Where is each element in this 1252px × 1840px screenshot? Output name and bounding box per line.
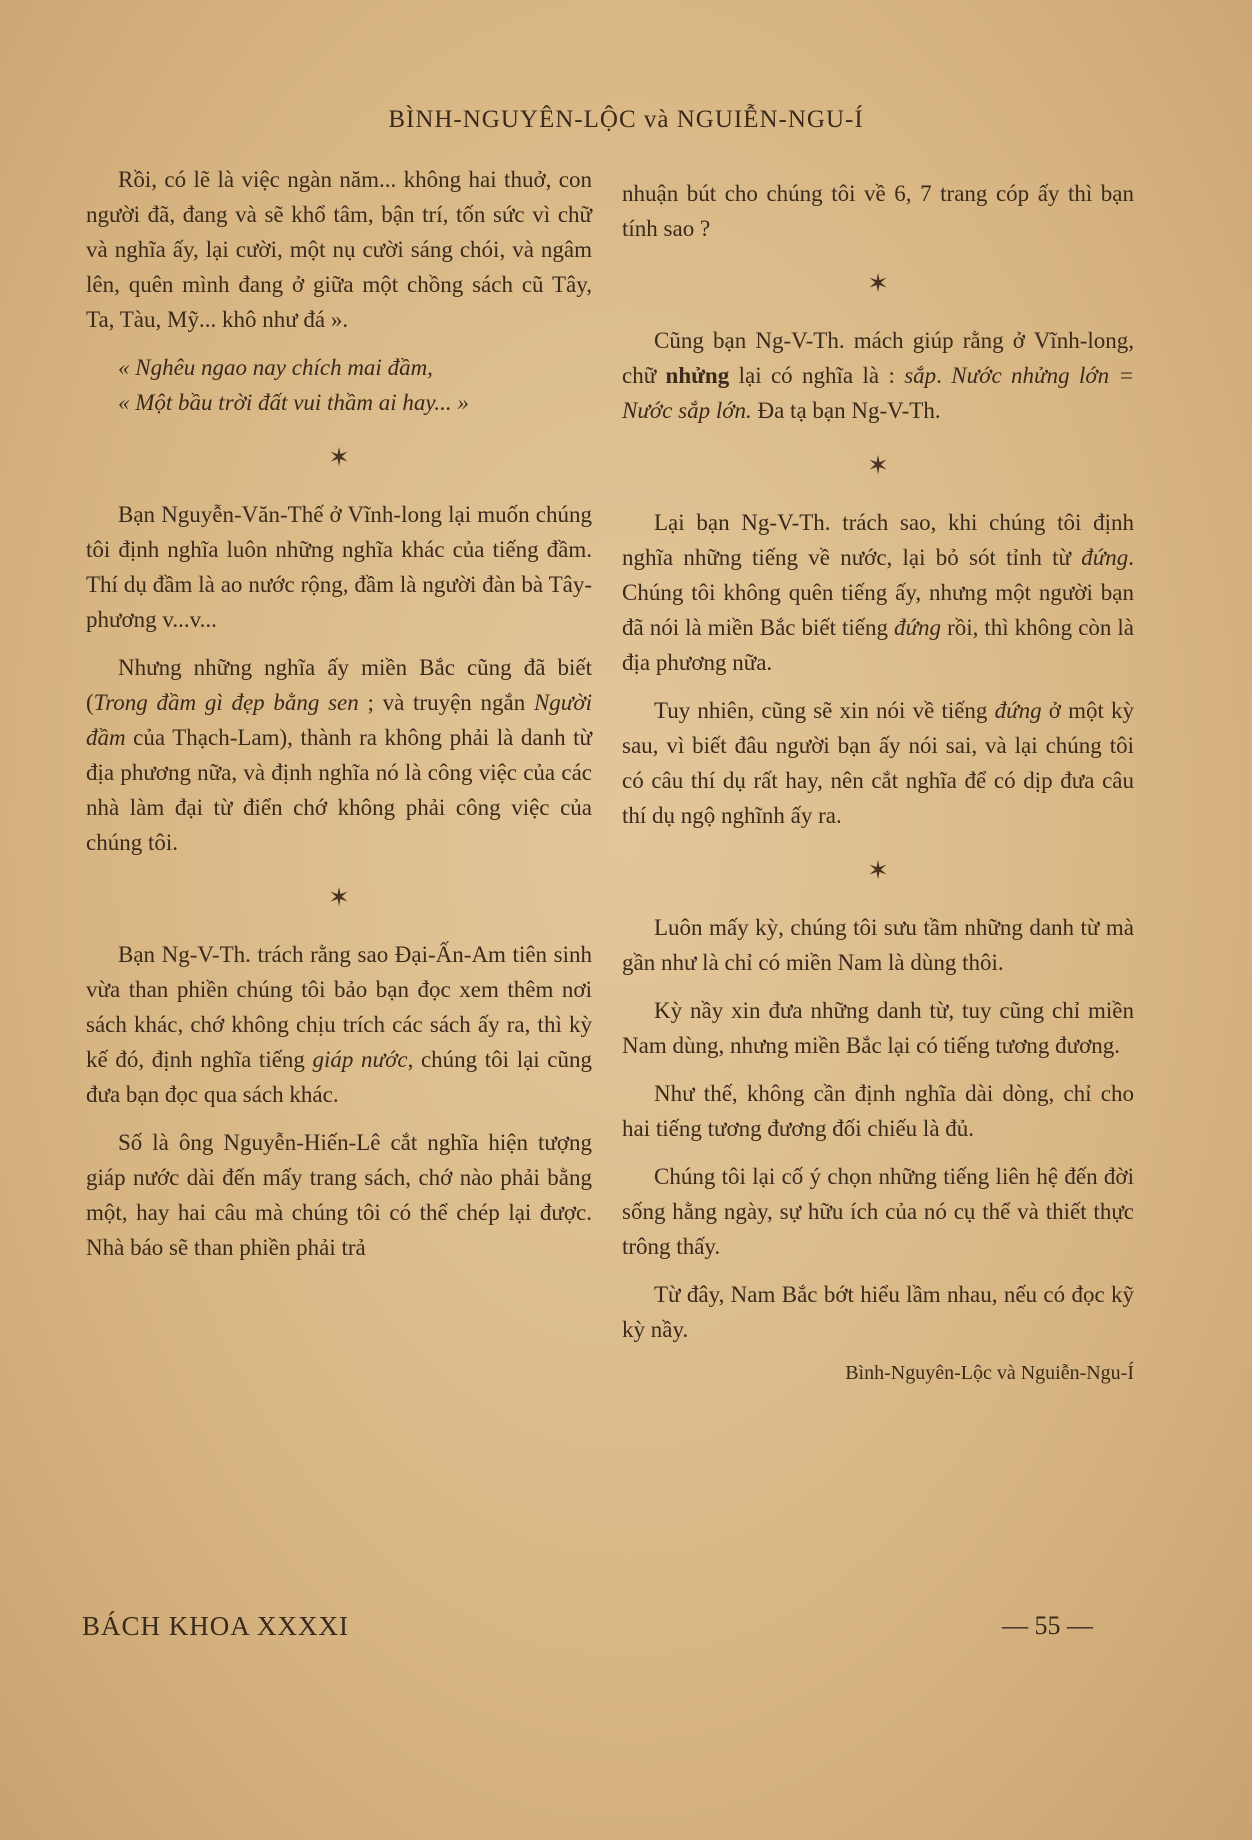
right-paragraph-6: Kỳ nầy xin đưa những danh từ, tuy cũng chỉ miền Nam dùng, nhưng miền Bắc lại có tiếng tương đương. [622,998,1134,1058]
left-paragraph-3: Nhưng những nghĩa ấy miền Bắc cũng đã biết (Trong đầm gì đẹp bằng sen ; và truyện ngắn Người đầm của Thạch-Lam), thành ra không phải là danh từ địa phương nữa, và định nghĩa nó là công việc của các nhà làm đại từ điển chớ không phải công việc của chúng tôi. [86,655,592,855]
right-paragraph-9: Từ đây, Nam Bắc bớt hiểu lầm nhau, nếu có đọc kỹ kỳ nầy. [622,1282,1134,1342]
author-signature: Bình-Nguyên-Lộc và Nguiễn-Ngu-Í [845,1362,1134,1384]
right-paragraph-4: Tuy nhiên, cũng sẽ xin nói về tiếng đứng ở một kỳ sau, vì biết đâu người bạn ấy nói sai, và lại chúng tôi có câu thí dụ rất hay, nên cắt nghĩa để có dịp đưa câu thí dụ ngộ nghĩnh ấy ra. [622,698,1134,828]
right-column [622,176,1134,1391]
verse-quote [86,350,592,420]
section-star-icon: ✶ [867,856,889,885]
section-star-icon: ✶ [328,883,350,912]
page-number: — 55 — [1002,1611,1093,1640]
right-paragraph-5: Luôn mấy kỳ, chúng tôi sưu tầm những danh từ mà gần như là chỉ có miền Nam là dùng thôi. [622,915,1134,975]
verse-line-2: « Một bầu trời đất vui thầm ai hay... » [118,390,469,415]
left-paragraph-1: Rồi, có lẽ là việc ngàn năm... không hai thuở, con người đã, đang và sẽ khổ tâm, bận trí, tốn sức vì chữ và nghĩa ấy, lại cười, một nụ cười sáng chói, và ngâm lên, quên mình đang ở giữa một chồng sách cũ Tây, Ta, Tàu, Mỹ... khô như đá ». [86,167,592,332]
right-paragraph-8: Chúng tôi lại cố ý chọn những tiếng liên hệ đến đời sống hằng ngày, sự hữu ích của nó cụ thể và thiết thực trông thấy. [622,1164,1134,1259]
verse-line-1: « Nghêu ngao nay chích mai đầm, [118,355,433,380]
section-star-icon: ✶ [328,443,350,472]
magazine-title: BÁCH KHOA XXXXI [82,1611,350,1641]
right-paragraph-2: Cũng bạn Ng-V-Th. mách giúp rằng ở Vĩnh-long, chữ nhửng lại có nghĩa là : sắp. Nước nhửng lớn = Nước sắp lớn. Đa tạ bạn Ng-V-Th. [622,328,1134,423]
left-column [86,162,592,1278]
right-paragraph-1: nhuận bút cho chúng tôi về 6, 7 trang cóp ấy thì bạn tính sao ? [622,181,1134,241]
section-star-icon: ✶ [867,451,889,480]
left-paragraph-2: Bạn Nguyễn-Văn-Thế ở Vĩnh-long lại muốn chúng tôi định nghĩa luôn những nghĩa khác của tiếng đầm. Thí dụ đầm là ao nước rộng, đầm là người đàn bà Tây-phương v...v... [86,502,592,632]
running-title: BÌNH-NGUYÊN-LỘC và NGUIỄN-NGU-Í [388,106,864,133]
right-paragraph-7: Như thế, không cần định nghĩa dài dòng, chỉ cho hai tiếng tương đương đối chiếu là đủ. [622,1081,1134,1141]
left-paragraph-5: Số là ông Nguyễn-Hiến-Lê cắt nghĩa hiện tượng giáp nước dài đến mấy trang sách, chớ nào phải bằng một, hay hai câu mà chúng tôi có thể chép lại được. Nhà báo sẽ than phiền phải trả [86,1130,592,1260]
left-paragraph-4: Bạn Ng-V-Th. trách rằng sao Đại-Ấn-Am tiên sinh vừa than phiền chúng tôi bảo bạn đọc xem thêm nơi sách khác, chớ không chịu trích các sách ấy ra, thì kỳ kế đó, định nghĩa tiếng giáp nước, chúng tôi lại cũng đưa bạn đọc qua sách khác. [86,942,593,1107]
right-paragraph-3: Lại bạn Ng-V-Th. trách sao, khi chúng tôi định nghĩa những tiếng về nước, lại bỏ sót tỉnh từ đứng. Chúng tôi không quên tiếng ấy, nhưng một người bạn đã nói là miền Bắc biết tiếng đứng rồi, thì không còn là địa phương nữa. [622,510,1135,675]
section-star-icon: ✶ [867,269,889,298]
